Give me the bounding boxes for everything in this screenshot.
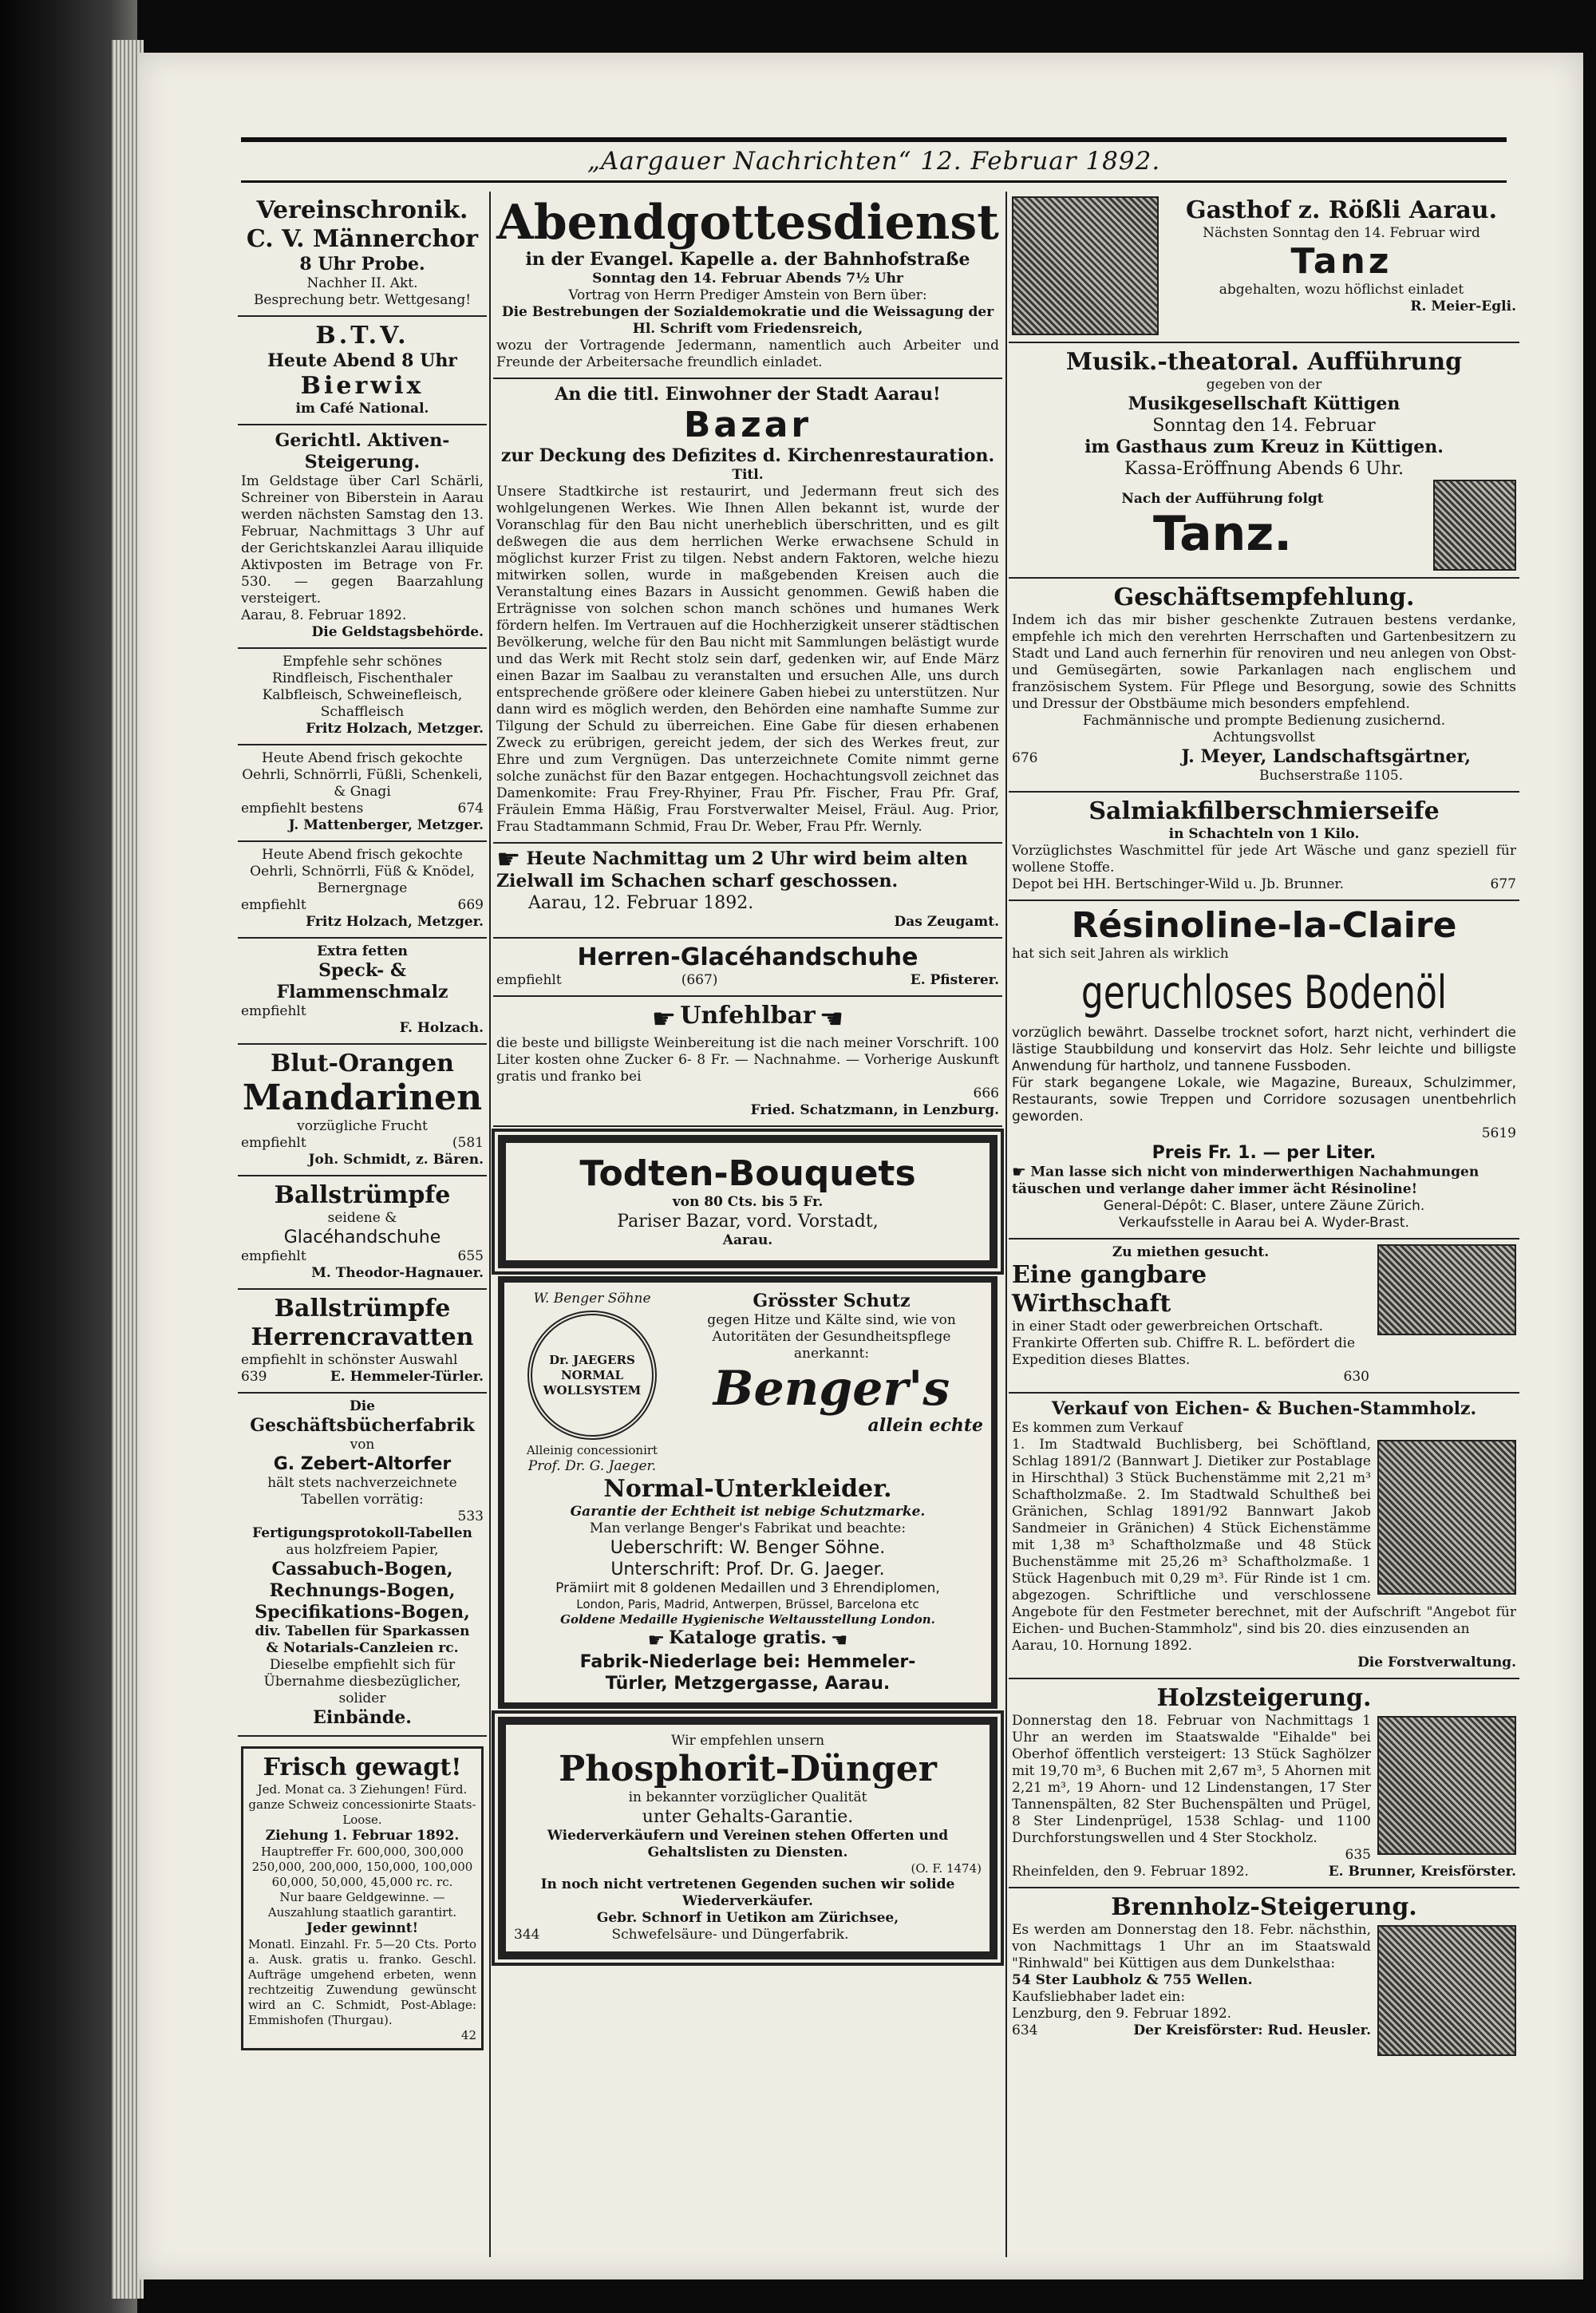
dancing-couple-illustration xyxy=(1012,196,1159,335)
ad-lotto xyxy=(238,1737,487,2062)
benger-l14: Türler, Metzgergasse, Aarau. xyxy=(605,1673,891,1694)
page-header: „Aargauer Nachrichten“ 12. Februar 1892. xyxy=(587,147,1161,176)
wirt-num: 630 xyxy=(1343,1368,1369,1385)
wirt-text xyxy=(1012,1244,1369,1386)
unf-body: die beste und billigste Weinbereitung ist die nach meiner Vorschrift. 100 Liter kosten ohne Zucker 6- 8 Fr. — Nachnahme. — Vorherige Auskunft gratis und franko bei xyxy=(496,1035,999,1085)
benger-seal-l1: Dr. JAEGERS NORMAL WOLLSYSTEM xyxy=(543,1352,642,1398)
ball1-l1: Ballstrümpfe xyxy=(274,1181,451,1209)
ad-eichen-buchen xyxy=(1009,1394,1519,1679)
holz2-line xyxy=(241,897,484,914)
zeb-l5: hält stets nachverzeichnete Tabellen vorrätig: xyxy=(267,1475,457,1508)
orangen-l2: Mandarinen xyxy=(242,1077,483,1118)
musik-tanz-wrap xyxy=(1012,491,1433,560)
benger-title: Benger's xyxy=(713,1361,950,1417)
benger-l7: Ueberschrift: W. Benger Söhne. xyxy=(610,1538,886,1558)
gasthof-text xyxy=(1167,196,1516,335)
phos-num: 344 xyxy=(514,1926,540,1943)
benger-right xyxy=(680,1291,983,1475)
glace-l1: empfiehlt xyxy=(496,971,562,988)
ad-salmiakseife xyxy=(1009,793,1519,901)
gesch-body: Indem ich das mir bisher geschenkte Zutrauen bestens verdanke, empfehle ich mich den verehrten Herrschaften und Gartenbesitzern zu Stadt und Land auch fernerhin für renoviren und neu anlegen von Obst- und Gemüsegärten, sowie Parkanlagen nach englischem und französischem System. Für Pflege und Besorgung, sowie des Schnitts und Dressur der Obstbäume mich besonders empfehlend. xyxy=(1012,612,1516,712)
schiess-block xyxy=(496,843,999,892)
zeb-l2: Geschäftsbücherfabrik xyxy=(250,1415,475,1436)
ad-btv xyxy=(238,317,487,425)
gericht-date: Aarau, 8. Februar 1892. xyxy=(241,607,407,623)
resin-title: Résinoline-la-Claire xyxy=(1071,905,1457,946)
resin-body: vorzüglich bewährt. Dasselbe trocknet sofort, harzt nicht, verhindert die lästige Staubbildung und konservirt das Holz. Sehr leichte und billigste Anwendung für hartholz, und tannene Fussboden. xyxy=(1012,1025,1516,1074)
brenn-title: Brennholz-Steigerung. xyxy=(1111,1892,1417,1921)
ad-vereinschronik xyxy=(238,192,487,317)
matt-l2: empfiehlt bestens xyxy=(241,801,364,816)
pointing-hand-icon: ☛ xyxy=(647,1628,666,1651)
column-rule-1 xyxy=(489,192,491,2257)
salm-title: Salmiakfilberschmierseife xyxy=(1088,797,1440,825)
orangen-sign: Joh. Schmidt, z. Bären. xyxy=(308,1152,484,1168)
zeb-l7: aus holzfreiem Papier, xyxy=(286,1542,439,1558)
resin-l4: Man lasse sich nicht von minderwerthigen Nachahmungen täuschen und verlange daher immer ächt Résinoline! xyxy=(1012,1164,1479,1197)
holzst-line xyxy=(1012,1864,1516,1880)
abend-l3: Vortrag von Herrn Prediger Amstein von Bern über: xyxy=(568,287,927,303)
vereins-title: Vereinschronik. xyxy=(256,196,468,224)
holz2-num: 669 xyxy=(457,897,484,913)
holz1-body: Empfehle sehr schönes Rindfleisch, Fischenthaler Kalbfleisch, Schweinefleisch, Schaffleisch xyxy=(262,654,463,720)
benger-l6: Man verlange Benger's Fabrikat und beachte: xyxy=(589,1520,907,1536)
eich-sign: Die Forstverwaltung. xyxy=(1357,1654,1516,1670)
eich-l2: Aarau, 10. Hornung 1892. xyxy=(1012,1637,1192,1654)
holzst-num: 635 xyxy=(1345,1846,1371,1863)
cv-title: C. V. Männerchor xyxy=(246,225,479,253)
matt-line xyxy=(241,801,484,817)
salm-l1: in Schachteln von 1 Kilo. xyxy=(1168,826,1360,842)
phos-l5: In noch nicht vertretenen Gegenden suchen wir solide Wiederverkäufer. xyxy=(540,1876,955,1909)
holzst-sign: E. Brunner, Kreisförster. xyxy=(1328,1863,1516,1880)
resin-l6: Verkaufsstelle in Aarau bei A. Wyder-Brast. xyxy=(1119,1214,1409,1231)
dancers-illustration xyxy=(1433,480,1516,571)
ball1-l3: Glacéhandschuhe xyxy=(283,1228,441,1247)
column-left xyxy=(238,192,487,2265)
brenn-body: Es werden am Donnerstag den 18. Febr. nächsthin, von Nachmittags 1 Uhr an im Staatswald "Rinhwald" bei Küttigen aus dem Dunkelsthaa: xyxy=(1012,1921,1371,1971)
btv-line: im Café National. xyxy=(295,401,429,417)
resin-l5: General-Dépôt: C. Blaser, untere Zäune Zürich. xyxy=(1103,1197,1425,1214)
musik-l6: Nach der Aufführung folgt xyxy=(1121,490,1324,507)
ad-mattenberger xyxy=(238,745,487,842)
eich-l1: Es kommen zum Verkauf xyxy=(1012,1419,1183,1436)
zeb-l1: Die xyxy=(349,1398,376,1414)
abend-l4: Die Bestrebungen der Sozialdemokratie und die Weissagung der Hl. Schrift vom Friedensreich, xyxy=(501,304,994,337)
ball1-num: 655 xyxy=(457,1248,484,1264)
orangen-num: (581 xyxy=(452,1135,484,1151)
todten-l3: Aarau. xyxy=(722,1232,773,1248)
schiess-l2: Aarau, 12. Februar 1892. xyxy=(528,892,754,913)
holz2-sign: Fritz Holzach, Metzger. xyxy=(306,914,484,930)
btv-line: Bierwix xyxy=(300,372,425,400)
phos-l3: unter Gehalts-Garantie. xyxy=(642,1806,854,1827)
lotto-l7: Monatl. Einzahl. Fr. 5—20 Cts. Porto a. Ausk. gratis u. franko. Geschl. Aufträge umgehend erbeten, wenn rechtzeitig Zuwendung gewünscht wird an C. Schmidt, Post-Ablage: Emmishofen (Thurgau). xyxy=(248,1937,476,2027)
salm-l3: Depot bei HH. Bertschinger-Wild u. Jb. Brunner. xyxy=(1012,876,1345,892)
resin-l1: hat sich seit Jahren als wirklich xyxy=(1012,946,1229,962)
ad-geschaeftsempfehlung xyxy=(1009,579,1519,793)
pointing-hand-right-icon: ☛ xyxy=(651,1003,677,1035)
resin-warn xyxy=(1012,1164,1516,1198)
resin-num: 5619 xyxy=(1481,1125,1516,1141)
gericht-sign: Die Geldstagsbehörde. xyxy=(311,624,484,640)
ad-zeugamt xyxy=(493,844,1002,939)
ad-zebert xyxy=(238,1394,487,1737)
gericht-title: Gerichtl. Aktiven-Steigerung. xyxy=(275,430,450,472)
ad-todten-bouquets xyxy=(498,1135,998,1268)
gasthof-tanz: Tanz xyxy=(1290,241,1393,282)
lotto-l5: Nur baare Geldgewinne. — Auszahlung staatlich garantirt. xyxy=(267,1890,457,1920)
matt-num: 674 xyxy=(457,801,484,816)
schiess-l1: Heute Nachmittag um 2 Uhr wird beim alten Zielwall im Schachen scharf geschossen. xyxy=(496,848,968,892)
benger-l10: London, Paris, Madrid, Antwerpen, Brüssel, Barcelona etc xyxy=(576,1597,919,1611)
musik-l5: Kassa-Eröffnung Abends 6 Uhr. xyxy=(1124,459,1404,479)
brenn-l2: 54 Ster Laubholz & 755 Wellen. xyxy=(1012,1971,1253,1988)
todten-l1: von 80 Cts. bis 5 Fr. xyxy=(672,1194,824,1210)
ball1-sign: M. Theodor-Hagnauer. xyxy=(311,1265,484,1281)
brenn-sign: Der Kreisförster: Rud. Heusler. xyxy=(1133,2022,1371,2038)
gericht-body: Im Geldstage über Carl Schärli, Schreiner von Biberstein in Aarau werden nächsten Samstag den 13. Februar, Nachmittags 3 Uhr auf der Gerichtskanzlei Aarau illiquide Aktivposten im Betrage von Fr. 530. — gegen Baarzahlung versteigert. xyxy=(241,473,484,607)
ad-phosphorit xyxy=(498,1717,998,1959)
ad-orangen xyxy=(238,1045,487,1176)
benger-l11: Goldene Medaille Hygienische Weltausstellung London. xyxy=(560,1612,935,1627)
column-middle xyxy=(493,192,1002,2265)
schiess-sign: Das Zeugamt. xyxy=(894,913,999,930)
benger-seal xyxy=(512,1291,672,1475)
ball2-l2: Herrencravatten xyxy=(251,1323,474,1351)
musik-tanz-row xyxy=(1012,480,1516,571)
ad-brennholz xyxy=(1009,1888,1519,2046)
holz2-l2: empfiehlt xyxy=(241,897,306,913)
gesch-title: Geschäftsempfehlung. xyxy=(1113,583,1415,611)
gasthof-l1: Nächsten Sonntag den 14. Februar wird xyxy=(1203,225,1480,241)
gasthof-title: Gasthof z. Rößli Aarau. xyxy=(1185,196,1498,224)
phos-num1: (O. F. 1474) xyxy=(911,1860,982,1876)
ball2-l3: empfiehlt in schönster Auswahl xyxy=(241,1352,458,1368)
btv-title: B.T.V. xyxy=(315,322,409,350)
ball2-num: 639 xyxy=(241,1369,267,1385)
btv-line: Heute Abend 8 Uhr xyxy=(267,350,457,371)
gesch-line xyxy=(1012,746,1516,768)
ad-holzach-2 xyxy=(238,842,487,939)
benger-top xyxy=(512,1291,983,1475)
resin-l3: Preis Fr. 1. — per Liter. xyxy=(1152,1143,1377,1163)
ad-gasthof-roessli xyxy=(1009,192,1519,343)
column-rule-2 xyxy=(1005,192,1007,2257)
benger-l3: allein echte xyxy=(867,1415,983,1436)
unf-title: Unfehlbar xyxy=(680,1001,816,1030)
lotto-l2: Jed. Monat ca. 3 Ziehungen! Fürd. ganze Schweiz concessionirte Staats-Loose. xyxy=(248,1782,476,1827)
cv-line: Besprechung betr. Wettgesang! xyxy=(253,292,472,308)
benger-l13: Fabrik-Niederlage bei: Hemmeler- xyxy=(579,1651,916,1672)
forestry-illustration xyxy=(1377,1440,1516,1595)
abend-l5: wozu der Vortragende Jedermann, namentlich auch Arbeiter und Freunde der Arbeitersache freundlich einladet. xyxy=(496,338,999,370)
bazar-l1: An die titl. Einwohner der Stadt Aarau! xyxy=(555,384,941,405)
resin-l2: Für stark begangene Lokale, wie Magazine, Bureaux, Schulzimmer, Restaurants, sowie Treppen und Corridore sozusagen unentbehrlich geworden. xyxy=(1012,1075,1516,1125)
ad-gerichtl-steigerung xyxy=(238,425,487,649)
zeb-l4: G. Zebert-Altorfer xyxy=(273,1454,452,1474)
gasthof-l2: abgehalten, wozu höflichst einladet xyxy=(1219,282,1464,298)
benger-l12: Kataloge gratis. xyxy=(669,1627,827,1648)
phos-line xyxy=(514,1927,982,1943)
glace-num: (667) xyxy=(681,971,718,988)
lotto-l6: Jeder gewinnt! xyxy=(306,1920,419,1936)
holzst-body: Donnerstag den 18. Februar von Nachmittags 1 Uhr an werden im Staatswalde "Eihalde" bei Oberhof öffentlich versteigert: 13 Stück Saghölzer mit 19,70 m³, 6 Buchen mit 2,67 m³, 5 Ahornen mit 2,21 m³, 19 Ahorn- und 12 Lindenstangen, 17 Ster Tannenspälten, 82 Ster Buchenspälten und Prügel, 8 Ster Lindenprügel, 1538 Schlag- und 1100 Durchforstungswellen und 4 Ster Stockholz. xyxy=(1012,1712,1371,1846)
benger-l2: gegen Hitze und Kälte sind, wie von Autoritäten der Gesundheitspflege anerkannt: xyxy=(707,1312,956,1362)
lotto-l3: Ziehung 1. Februar 1892. xyxy=(265,1828,460,1844)
zeb-l14: Einbände. xyxy=(313,1707,412,1728)
ball1-l4: empfiehlt xyxy=(241,1248,306,1264)
phos-l4: Wiederverkäufern und Vereinen stehen Offerten und Gehaltslisten zu Diensten. xyxy=(547,1827,949,1860)
header-rule-bottom xyxy=(241,180,1507,183)
musik-l4: im Gasthaus zum Kreuz in Küttigen. xyxy=(1084,437,1444,457)
cv-line: Nachher II. Akt. xyxy=(306,275,418,291)
ad-ballstruempfe-2 xyxy=(238,1290,487,1394)
eich-title: Verkauf von Eichen- & Buchen-Stammholz. xyxy=(1051,1398,1477,1419)
eich-body: 1. Im Stadtwald Buchlisberg, bei Schöftland, Schlag 1891/2 (Bannwart J. Dietiker zur Postablage in Hirschthal) 3 Stück Buchenstämme mit 2,21 m³ Schaftholzmaße. 2. Im Stadtwald Schultheß bei Gränichen, Schlag 1891/92 Bannwart Jakob Sandmeier in Gränichen) 4 Stück Eichenstämme mit 1,38 m³ Schaftholzmaße und 48 Stück Buchenstämme mit 25,26 m³ Schaftholzmaße. 1 Stück Hagenbuch mit 0,29 m³. Für Rinde ist 1 cm. abgezogen. Schriftliche und verschlossene Angebote für den Festmeter berechnet, mit der Aufschrift "Angebot für Eichen- und Buchen-Stammholz", sind bis 20. dies einzusenden an xyxy=(1012,1436,1516,1637)
gasthof-wrap xyxy=(1012,196,1516,335)
musik-l1: gegeben von der xyxy=(1206,377,1322,393)
bazar-l2: zur Deckung des Defizites d. Kirchenrestauration. xyxy=(500,445,995,466)
ad-musik-kuettigen xyxy=(1009,343,1519,579)
bazar-l3: Titl. xyxy=(732,467,764,483)
ad-benger xyxy=(498,1276,998,1709)
abend-l1: in der Evangel. Kapelle a. der Bahnhofstraße xyxy=(525,249,970,270)
gesch-num: 676 xyxy=(1012,750,1038,766)
holzst-title: Holzsteigerung. xyxy=(1156,1683,1372,1712)
glace-title: Herren-Glacéhandschuhe xyxy=(577,943,918,971)
zeb-l9: Rechnungs-Bogen, xyxy=(269,1580,456,1601)
glace-sign: E. Pfisterer. xyxy=(910,971,999,988)
ball1-l2: seidene & xyxy=(327,1210,397,1226)
musik-tanz: Tanz. xyxy=(1152,505,1293,562)
pointing-hand-icon: ☛ xyxy=(496,843,521,876)
wirt-l1: Zu miethen gesucht. xyxy=(1112,1243,1270,1260)
abend-title: Abendgottesdienst xyxy=(496,195,999,251)
ad-holzach-1 xyxy=(238,649,487,745)
salm-line xyxy=(1012,876,1516,893)
ad-speck xyxy=(238,939,487,1045)
lotto-frame xyxy=(241,1746,484,2050)
ad-ballstruempfe-1 xyxy=(238,1176,487,1290)
phos-sign2: Schwefelsäure- und Düngerfabrik. xyxy=(611,1926,849,1943)
gesch-sign2: Buchserstraße 1105. xyxy=(1259,768,1404,784)
ad-holzsteigerung xyxy=(1009,1679,1519,1888)
speck-sign: F. Holzach. xyxy=(399,1020,484,1036)
lotto-num: 42 xyxy=(460,2028,476,2042)
pointing-hand-left-icon: ☚ xyxy=(830,1628,848,1651)
pointing-hand-left-icon: ☚ xyxy=(819,1003,844,1035)
gesch-sign: J. Meyer, Landschaftsgärtner, xyxy=(1181,746,1472,767)
phos-sign: Gebr. Schnorf in Uetikon am Zürichsee, xyxy=(596,1909,899,1926)
todten-l2: Pariser Bazar, vord. Vorstadt, xyxy=(617,1212,879,1232)
woodcutters-illustration xyxy=(1377,1716,1516,1855)
zeb-l8: Cassabuch-Bogen, xyxy=(271,1559,453,1580)
header-rule xyxy=(241,137,1507,142)
ball1-line xyxy=(241,1248,484,1265)
seal-emblem-icon xyxy=(527,1311,657,1440)
ball2-line xyxy=(241,1369,484,1386)
benger-l1: Grösster Schutz xyxy=(753,1291,911,1311)
pointing-hand-icon: ☛ xyxy=(1012,1162,1026,1181)
wirt-body: in einer Stadt oder gewerbreichen Ortschaft. Frankirte Offerten sub. Chiffre R. L. befördert die Expedition dieses Blattes. xyxy=(1012,1318,1356,1368)
benger-seal-top: W. Benger Söhne xyxy=(533,1291,651,1307)
benger-l9: Prämiirt mit 8 goldenen Medaillen und 3 Ehrendiplomen, xyxy=(555,1580,940,1596)
matt-body: Heute Abend frisch gekochte Oehrli, Schnörrli, Füßli, Schenkeli, & Gnagi xyxy=(242,750,483,800)
unf-head xyxy=(496,1002,999,1036)
salm-num: 677 xyxy=(1490,876,1516,892)
lotto-l4: Hauptreffer Fr. 600,000, 300,000 250,000, 200,000, 150,000, 100,000 60,000, 50,000, 45,000 rc. rc. xyxy=(251,1844,473,1889)
unf-num: 666 xyxy=(973,1085,999,1101)
ball2-sign: E. Hemmeler-Türler. xyxy=(330,1369,484,1385)
abend-l2: Sonntag den 14. Februar Abends 7½ Uhr xyxy=(592,271,903,287)
brenn-l4: Lenzburg, den 9. Februar 1892. xyxy=(1012,2005,1232,2022)
phos-l1: Wir empfehlen unsern xyxy=(670,1732,825,1749)
benger-seal-sign: Prof. Dr. G. Jaeger. xyxy=(527,1458,657,1474)
speck-l2: Speck- & Flammenschmalz xyxy=(276,960,448,1002)
ad-bazar xyxy=(493,379,1002,844)
musik-l3: Sonntag den 14. Februar xyxy=(1152,416,1376,436)
speck-l1: Extra fetten xyxy=(317,943,408,959)
orangen-l3: vorzügliche Frucht xyxy=(297,1118,428,1134)
ad-abendgottesdienst xyxy=(493,192,1002,379)
orangen-line xyxy=(241,1135,484,1152)
orangen-l1: Blut-Orangen xyxy=(271,1050,454,1077)
benger-catalog xyxy=(512,1627,983,1651)
ball2-l1: Ballstrümpfe xyxy=(274,1295,451,1323)
column-right xyxy=(1009,192,1519,2265)
musik-l2: Musikgesellschaft Küttigen xyxy=(1128,393,1400,414)
benger-seal-l2: Alleinig concessionirt xyxy=(526,1443,658,1457)
phos-l2: in bekannter vorzüglicher Qualität xyxy=(628,1789,867,1805)
zeb-num: 533 xyxy=(457,1508,484,1524)
holz1-sign: Fritz Holzach, Metzger. xyxy=(306,721,484,737)
brenn-num: 634 xyxy=(1012,2022,1038,2038)
bazar-body: Unsere Stadtkirche ist restaurirt, und Jedermann freut sich des wohlgelungenen Werkes. Wie Ihnen Allen bekannt ist, wurde der Voranschlag für den Bau nicht unerheblich überschritten, und es gilt deßwegen die aus dem herrlichen Werke erwachsene Schuld in möglichst kurzer Frist zu tilgen. Nebst andern Faktoren, welche hiezu mitwirken sollen, wurde in maßgebenden Kreisen auch die Veranstaltung eines Bazars in Aussicht genommen. Gewiß haben die Erträgnisse von solchen schon manch schönes und humanes Werk fördern helfen. Im Vertrauen auf die Hochherzigkeit unserer städtischen Bevölkerung, welche für den Bau nicht mit Sammlungen belästigt wurde und das Werk mit Recht stolz sein darf, gedenken wir, auf Ende März einen Bazar im Saalbau zu veranstalten und ersuchen Alle, uns durch entsprechende größere oder kleinere Gaben hiebei zu unterstützen. Nur dann wird es möglich werden, den Behörden eine namhafte Summe zur Tilgung der Schuld zu überreichen. Eine Gabe für diesen erhabenen Zweck zu erübrigen, gereicht jedem, der sich des Werkes freut, zur Ehre und zum Vergnügen. Das unterzeichnete Comite nimmt gerne solche zunächst für den Bazar entgegen. Hochachtungsvoll zeichnet das Damenkomite: Frau Frey-Rhyiner, Frau Pfr. Fischer, Frau Pfr. Graf, Fräulein Emma Häßig, Frau Forstverwalter Meisel, Fräul. Aug. Prior, Frau Stadtammann Schmid, Frau Dr. Weber, Frau Pfr. Wernly. xyxy=(496,484,999,835)
unf-sign: Fried. Schatzmann, in Lenzburg. xyxy=(750,1102,999,1118)
benger-l4: Normal-Unterkleider. xyxy=(603,1475,892,1503)
ad-resinoline xyxy=(1009,901,1519,1240)
gasthof-sign: R. Meier-Egli. xyxy=(1410,299,1516,314)
gesch-l2: Fachmännische und prompte Bedienung zusichernd. xyxy=(1082,713,1446,729)
salm-l2: Vorzüglichstes Waschmittel für jede Art Wäsche und ganz speziell für wollene Stoffe. xyxy=(1012,843,1516,876)
ad-unfehlbar xyxy=(493,997,1002,1128)
brenn-l3: Kaufsliebhaber ladet ein: xyxy=(1012,1988,1186,2005)
zeb-l3: von xyxy=(350,1437,375,1453)
gesch-l3: Achtungsvollst xyxy=(1213,729,1315,745)
zeb-l11: div. Tabellen für Sparkassen xyxy=(255,1623,470,1639)
todten-title: Todten-Bouquets xyxy=(579,1153,916,1194)
zeb-l12: & Notarials-Canzleien rc. xyxy=(266,1640,459,1656)
orangen-l4: empfiehlt xyxy=(241,1135,306,1151)
phos-title: Phosphorit-Dünger xyxy=(559,1748,937,1789)
musik-title: Musik.-theatoral. Aufführung xyxy=(1065,348,1463,376)
zeb-l10: Specifikations-Bogen, xyxy=(255,1602,470,1623)
resin-big: geruchloses Bodenöl xyxy=(1080,967,1448,1020)
wirt-wrap xyxy=(1012,1244,1516,1386)
bazar-title: Bazar xyxy=(683,405,812,445)
building-illustration xyxy=(1377,1244,1516,1335)
benger-l5: Garantie der Echtheit ist nebige Schutzmarke. xyxy=(570,1504,926,1520)
ad-glacehandschuhe xyxy=(493,939,1002,997)
holzst-l2: Rheinfelden, den 9. Februar 1892. xyxy=(1012,1863,1249,1880)
zeb-l6: Fertigungsprotokoll-Tabellen xyxy=(252,1525,472,1541)
wirt-title: Eine gangbare Wirthschaft xyxy=(1012,1260,1207,1318)
speck-l3: empfiehlt xyxy=(241,1003,306,1019)
ad-wirthschaft xyxy=(1009,1240,1519,1394)
matt-sign: J. Mattenberger, Metzger. xyxy=(288,817,484,833)
glace-line xyxy=(496,972,999,989)
holz2-body: Heute Abend frisch gekochte Oehrli, Schnörrli, Füß & Knödel, Bernergnage xyxy=(250,847,475,896)
scan-border xyxy=(1583,0,1596,2313)
logging-illustration xyxy=(1377,1925,1516,2056)
zeb-l13: Dieselbe empfiehlt sich für Übernahme diesbezüglicher, solider xyxy=(263,1657,461,1706)
cv-line: 8 Uhr Probe. xyxy=(299,254,425,275)
benger-l8: Unterschrift: Prof. Dr. G. Jaeger. xyxy=(610,1560,885,1580)
lotto-l1: Frisch gewagt! xyxy=(263,1754,462,1781)
